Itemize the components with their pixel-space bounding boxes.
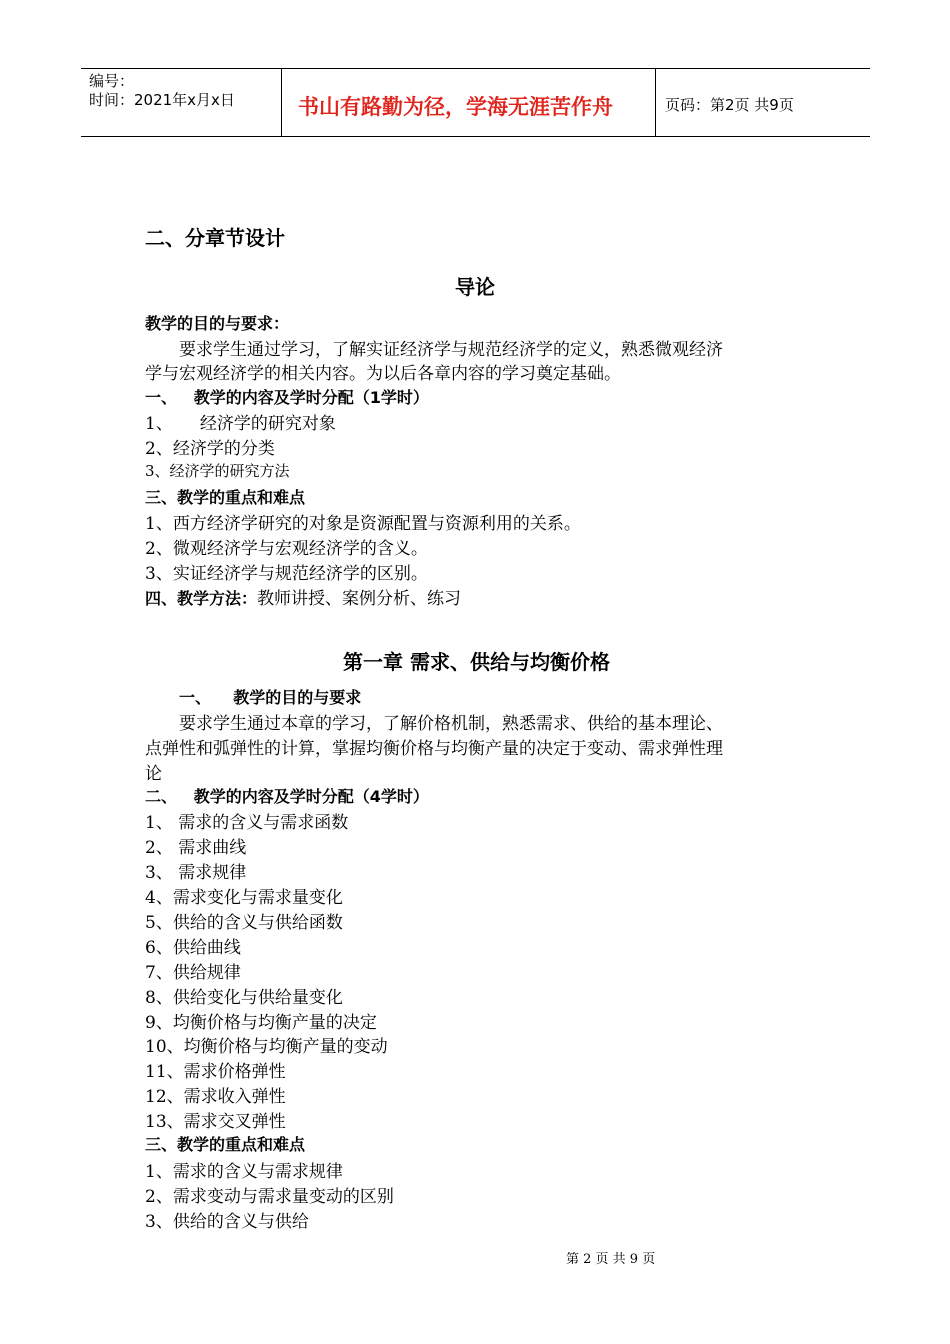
chapter1-content-item: 4、需求变化与需求量变化 — [145, 888, 343, 908]
chapter1-content-item: 10、均衡价格与均衡产量的变动 — [145, 1037, 388, 1057]
chapter1-key-item: 2、需求变动与需求量变动的区别 — [145, 1187, 394, 1207]
chapter1-content-item: 8、供给变化与供给量变化 — [145, 988, 343, 1008]
chapter1-key-item: 1、需求的含义与需求规律 — [145, 1162, 343, 1182]
chapter1-goal-text: 论 — [145, 764, 162, 784]
chapter1-content-heading: 二、 教学的内容及学时分配（4学时） — [145, 787, 429, 806]
doc-number-label: 编号： — [89, 72, 135, 90]
chapter1-content-item: 9、均衡价格与均衡产量的决定 — [145, 1013, 377, 1033]
chapter1-goal-text: 要求学生通过本章的学习，了解价格机制，熟悉需求、供给的基本理论、 — [179, 714, 723, 734]
header-divider — [655, 69, 656, 136]
section-title: 二、分章节设计 — [145, 226, 285, 250]
intro-content-item: 3、经济学的研究方法 — [145, 462, 290, 480]
chapter1-content-item: 2、 需求曲线 — [145, 838, 247, 858]
intro-method-line — [145, 584, 461, 609]
chapter1-goal-text: 点弹性和弧弹性的计算，掌握均衡价格与均衡产量的决定于变动、需求弹性理 — [145, 739, 723, 759]
chapter1-content-item: 6、供给曲线 — [145, 938, 241, 958]
chapter1-content-item: 3、 需求规律 — [145, 863, 247, 883]
intro-content-item: 2、经济学的分类 — [145, 439, 275, 459]
intro-goal-text: 学与宏观经济学的相关内容。为以后各章内容的学习奠定基础。 — [145, 364, 621, 384]
intro-goal-heading: 教学的目的与要求： — [145, 314, 290, 333]
doc-date-label: 时间：2021年x月x日 — [89, 91, 235, 109]
chapter1-key-heading: 三、教学的重点和难点 — [145, 1135, 306, 1154]
chapter1-content-item: 5、供给的含义与供给函数 — [145, 913, 343, 933]
intro-key-item: 1、西方经济学研究的对象是资源配置与资源利用的关系。 — [145, 514, 581, 534]
intro-goal-text: 要求学生通过学习，了解实证经济学与规范经济学的定义，熟悉微观经济 — [179, 340, 723, 360]
chapter1-content-item: 13、需求交叉弹性 — [145, 1112, 286, 1132]
chapter1-content-item: 11、需求价格弹性 — [145, 1062, 286, 1082]
chapter1-content-item: 1、 需求的含义与需求函数 — [145, 813, 349, 833]
intro-title: 导论 — [455, 275, 495, 299]
intro-key-item: 2、微观经济学与宏观经济学的含义。 — [145, 539, 428, 559]
header-motto: 书山有路勤为径，学海无涯苦作舟 — [298, 95, 613, 119]
header-divider — [281, 69, 282, 136]
intro-key-item: 3、实证经济学与规范经济学的区别。 — [145, 564, 428, 584]
intro-method-label: 四、教学方法： — [145, 589, 258, 608]
header-page-info: 页码：第2页 共9页 — [665, 96, 794, 114]
chapter1-content-item: 7、供给规律 — [145, 963, 241, 983]
chapter1-title: 第一章 需求、供给与均衡价格 — [343, 650, 610, 674]
intro-content-item: 1、 经济学的研究对象 — [145, 414, 336, 434]
page-footer: 第 2 页 共 9 页 — [566, 1252, 656, 1267]
intro-content-heading: 一、 教学的内容及学时分配（1学时） — [145, 388, 429, 407]
chapter1-goal-heading: 一、 教学的目的与要求 — [179, 688, 362, 707]
chapter1-content-item: 12、需求收入弹性 — [145, 1087, 286, 1107]
chapter1-key-item: 3、供给的含义与供给 — [145, 1212, 309, 1232]
intro-method-text: 教师讲授、案例分析、练习 — [257, 589, 462, 609]
intro-key-heading: 三、教学的重点和难点 — [145, 488, 306, 507]
